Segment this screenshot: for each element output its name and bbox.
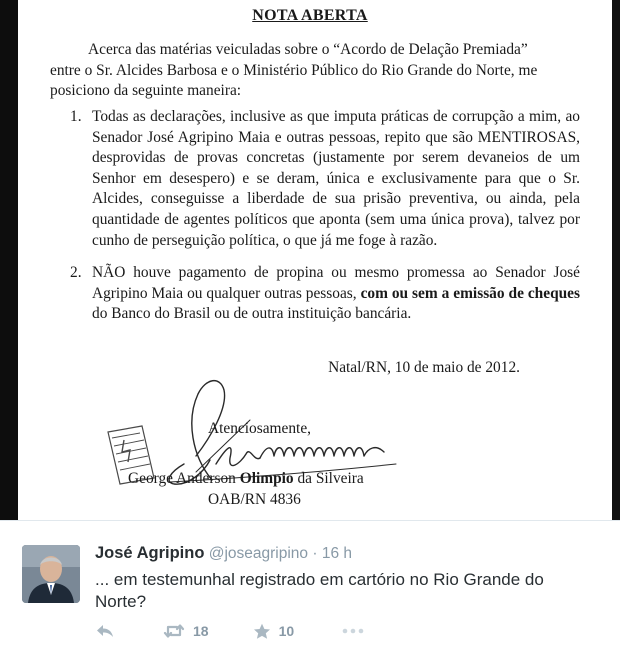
scan-border-left xyxy=(0,0,18,520)
intro-line-3: posiciono da seguinte maneira: xyxy=(50,82,242,100)
tweet-separator: · xyxy=(312,545,318,562)
tweet-actions xyxy=(95,621,364,641)
signer-name-part: George Anderson xyxy=(128,470,236,487)
scan-border-right xyxy=(612,0,620,520)
document-title: NOTA ABERTA xyxy=(252,7,368,24)
document-item-2 xyxy=(70,263,580,325)
document-closing: Atenciosamente, xyxy=(208,420,311,437)
signer-name-part: da Silveira xyxy=(297,470,364,487)
retweet-button[interactable] xyxy=(163,623,209,639)
intro-line-2: entre o Sr. Alcides Barbosa e o Ministério Público do Rio Grande do Norte, me xyxy=(50,61,538,79)
avatar[interactable] xyxy=(22,545,80,603)
tweet-author-name[interactable]: José Agripino xyxy=(95,544,205,562)
item-text: NÃO houve pagamento de propina ou mesmo promessa ao Senador José Agripino Maia ou qualquer outras pessoas, xyxy=(92,264,580,302)
retweet-icon xyxy=(163,623,185,639)
reply-button[interactable] xyxy=(95,623,115,639)
item-number: 2. xyxy=(70,264,82,282)
tweet-header xyxy=(95,544,352,563)
tweet-timestamp[interactable]: 16 h xyxy=(321,545,353,562)
signer-name-bold: Olimpio xyxy=(239,470,294,487)
item-text: Todas as declarações, inclusive as que imputa práticas de corrupção a mim, ao Senador José Agripino Maia e outras pessoas, repito que são MENTIROSAS, desprovidas de provas concretas (justamente por serem devaneios de um Senhor em desespero) e se deram, única e exclusivamente para que o Sr. Alcides, conseguisse a liberdade de sua prisão preventiva, ou ainda, pela quantidade de agentes políticos que aponta (sem uma única prova), talvez por cunho de perseguição política, o que já me foge à razão. xyxy=(92,108,580,249)
user-avatar-icon xyxy=(22,545,80,603)
document-date: Natal/RN, 10 de maio de 2012. xyxy=(328,359,520,376)
document-signer xyxy=(128,469,364,490)
retweet-count: 18 xyxy=(193,623,209,639)
more-icon xyxy=(342,628,364,634)
tweet-text: ... em testemunhal registrado em cartório no Rio Grande do Norte? xyxy=(95,570,544,611)
item-number: 1. xyxy=(70,108,82,125)
favorite-button[interactable] xyxy=(253,623,295,640)
item-text: do Banco do Brasil ou de outra instituição bancária. xyxy=(92,305,412,323)
intro-line-1: Acerca das matérias veiculadas sobre o “Acordo de Delação Premiada” xyxy=(88,41,528,58)
item-text-bold: com ou sem a emissão de cheques xyxy=(360,284,581,302)
tweet xyxy=(0,520,620,651)
favorite-count: 10 xyxy=(278,623,295,639)
document-intro xyxy=(50,40,590,102)
tweet-author-handle[interactable]: @joseagripino xyxy=(208,545,309,562)
document-item-1 xyxy=(70,107,580,251)
document-oab: OAB/RN 4836 xyxy=(208,491,301,508)
more-button[interactable] xyxy=(342,628,364,634)
reply-icon xyxy=(95,623,115,639)
favorite-icon xyxy=(253,623,271,640)
document-list xyxy=(70,107,580,337)
